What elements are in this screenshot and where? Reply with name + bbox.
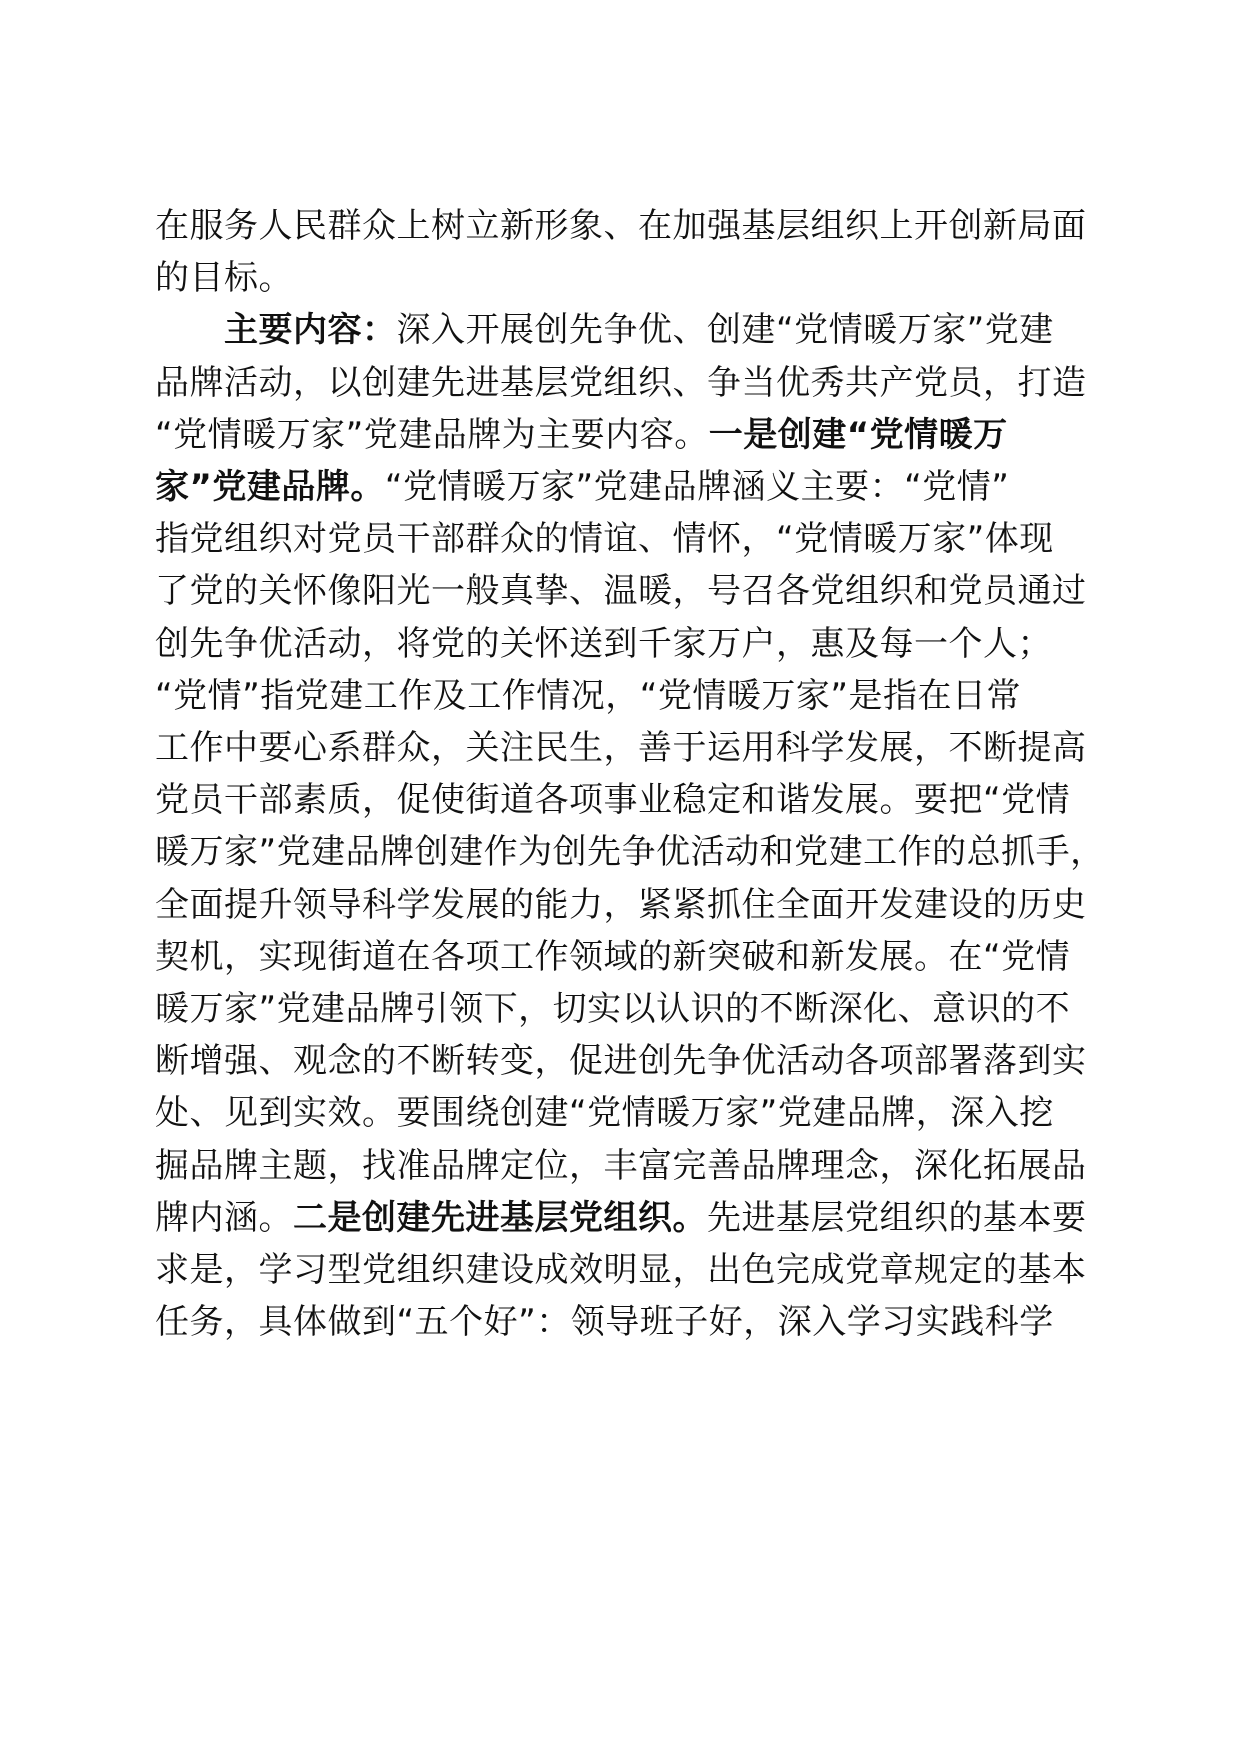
text-segment: 暖万家”党建品牌引领下，切实以认识的不断深化、意识的不 <box>155 989 1071 1029</box>
text-segment: 牌内涵。 <box>155 1197 293 1238</box>
text-line <box>155 354 1115 412</box>
text-line <box>155 719 1115 777</box>
text-segment: 先进基层党组织的基本要 <box>707 1197 1087 1238</box>
text-line <box>155 1293 1115 1351</box>
text-line <box>155 197 1115 255</box>
text-segment: 断增强、观念的不断转变，促进创先争优活动各项部署落到实 <box>155 1041 1087 1082</box>
text-line <box>155 406 1115 464</box>
text-line <box>155 301 1115 359</box>
text-segment: 指党组织对党员干部群众的情谊、情怀，“党情暖万家”体现 <box>155 519 1054 560</box>
bold-text-segment: 家”党建品牌。 <box>155 467 385 507</box>
text-line <box>155 510 1115 568</box>
text-line <box>155 980 1115 1038</box>
text-line <box>155 1241 1115 1299</box>
text-segment: 在服务人民群众上树立新形象、在加强基层组织上开创新局面 <box>155 206 1087 246</box>
text-segment: 全面提升领导科学发展的能力，紧紧抓住全面开发建设的历史 <box>155 884 1087 925</box>
text-segment: 掘品牌主题，找准品牌定位，丰富完善品牌理念，深化拓展品 <box>155 1145 1087 1186</box>
text-segment: 处、见到实效。要围绕创建“党情暖万家”党建品牌，深入挖 <box>155 1093 1054 1134</box>
text-line <box>155 1032 1115 1090</box>
text-line <box>155 823 1115 881</box>
text-line <box>155 771 1115 829</box>
bold-text-segment: 一是创建“党情暖万 <box>708 414 1008 455</box>
text-segment: 深入开展创先争优、创建“党情暖万家”党建 <box>396 310 1054 351</box>
text-line <box>155 249 1115 307</box>
text-line <box>155 1189 1115 1247</box>
text-segment: 的目标。 <box>155 258 293 299</box>
bold-text-segment: 二是创建先进基层党组织。 <box>293 1197 707 1238</box>
bold-text-segment: 主要内容： <box>155 310 397 351</box>
text-segment: “党情暖万家”党建品牌为主要内容。 <box>155 414 709 455</box>
text-line <box>155 928 1115 986</box>
text-segment: “党情”指党建工作及工作情况，“党情暖万家”是指在日常 <box>155 675 1021 716</box>
text-segment: 工作中要心系群众，关注民生，善于运用科学发展，不断提高 <box>155 728 1087 768</box>
text-line <box>155 876 1115 934</box>
text-segment: 了党的关怀像阳光一般真挚、温暖，号召各党组织和党员通过 <box>155 571 1087 612</box>
text-segment: 契机，实现街道在各项工作领域的新突破和新发展。在“党情 <box>155 936 1071 977</box>
text-segment: 党员干部素质，促使街道各项事业稳定和谐发展。要把“党情 <box>155 780 1071 821</box>
text-segment: 暖万家”党建品牌创建作为创先争优活动和党建工作的总抓手， <box>155 832 1105 873</box>
text-line <box>155 615 1115 673</box>
text-line <box>155 667 1115 725</box>
text-segment: “党情暖万家”党建品牌涵义主要：“党情” <box>384 467 1010 507</box>
text-line <box>155 458 1115 516</box>
text-segment: 求是，学习型党组织建设成效明显，出色完成党章规定的基本 <box>155 1250 1087 1290</box>
text-segment: 品牌活动，以创建先进基层党组织、争当优秀共产党员，打造 <box>155 362 1087 403</box>
text-line <box>155 1137 1115 1195</box>
text-segment: 任务，具体做到“五个好”：领导班子好，深入学习实践科学 <box>155 1302 1054 1343</box>
text-line <box>155 1084 1115 1142</box>
text-line <box>155 562 1115 620</box>
text-segment: 创先争优活动，将党的关怀送到千家万户，惠及每一个人； <box>155 623 1052 664</box>
